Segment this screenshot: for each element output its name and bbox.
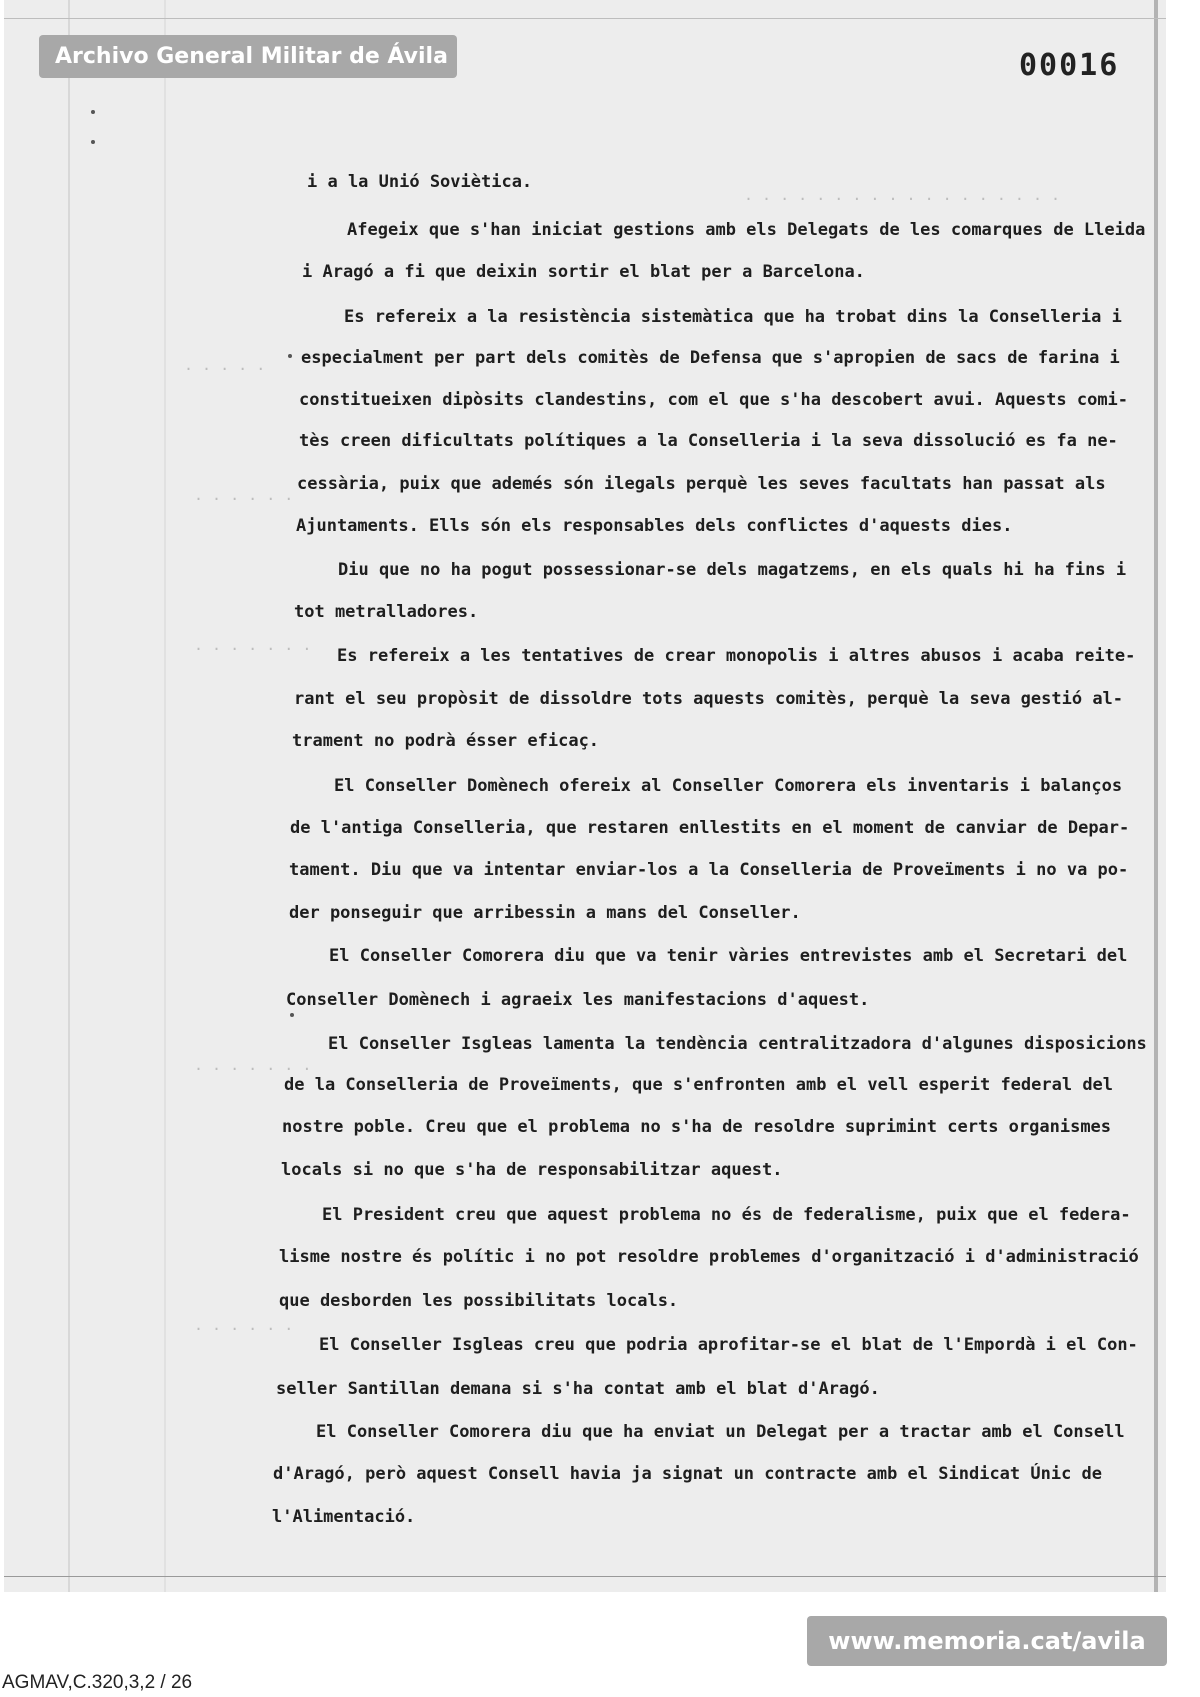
- text-line: trament no podrà ésser eficaç.: [292, 731, 600, 751]
- scanned-page: · · · · · · · · · · · · · · · · · · · · · · · · · · · · · · · · · · · · · · · · · · · · · · · · · i a la Unió Soviètica. Afegeix que s'han iniciat gestions amb els Delegats de les comarques de Lleida i Aragó a fi que deixin sortir el blat per a Barcelona. Es refereix a la resistència sistemàtica que ha trobat dins la Conselleria i especialment per part dels comitès de Defensa que s'apropien de sacs de farina i constitueixen dipòsits clandestins, com el que s'ha descobert avui. Aquests comi- tès creen dificultats polítiques a la Conselleria i la seva dissolució es fa ne- cessària, puix que ademés són ilegals perquè les seves facultats han passat als Ajuntaments. Ells són els responsables dels conflictes d'aquests dies. Diu que no ha pogut possessionar-se dels magatzems, en els quals hi ha fins i tot metralladores. Es refereix a les tentatives de crear monopolis i altres abusos i acaba reite- rant el seu propòsit de dissoldre tots aquests comitès, perquè la seva gestió al- trament no podrà ésser eficaç. El Conseller Domènech ofereix al Conseller Comorera els inventaris i balanços de l'antiga Conselleria, que restaren enllestits en el moment de canviar de Depar- tament. Diu que va intentar enviar-los a la Conselleria de Proveïments i no va po- der ponseguir que arribessin a mans del Conseller. El Conseller Comorera diu que va tenir vàries entrevistes amb el Secretari del Conseller Domènech i agraeix les manifestacions d'aquest. El Conseller Isgleas lamenta la tendència centralitzadora d'algunes disposicions de la Conselleria de Proveïments, que s'enfronten amb el vell esperit federal del nostre poble. Creu que el problema no s'ha de resoldre suprimint certs organismes locals si no que s'ha de responsabilitzar aquest. El President creu que aquest problema no és de federalisme, puix que el federa- lisme nostre és polític i no pot resoldre problemes d'organització i d'administració que desborden les possibilitats locals. El Conseller Isgleas creu que podria aprofitar-se el blat de l'Empordà i el Con- seller Santillan demana si s'ha contat amb el blat d'Aragó. El Conseller Comorera diu que ha enviat un Delegat per a tractar amb el Consell d'Aragó, però aquest Consell havia ja signat un contracte amb el Sindicat Únic de l'Alimentació. Archivo General Militar de Ávila 00016: [4, 0, 1166, 1592]
- text-line: El Conseller Domènech ofereix al Conseller Comorera els inventaris i balanços: [334, 776, 1123, 796]
- text-line: Diu que no ha pogut possessionar-se dels magatzems, en els quals hi ha fins i: [338, 560, 1127, 580]
- text-line: i a la Unió Soviètica.: [307, 172, 533, 192]
- text-line: i Aragó a fi que deixin sortir el blat per a Barcelona.: [302, 262, 865, 282]
- text-line: Es refereix a la resistència sistemàtica que ha trobat dins la Conselleria i: [344, 307, 1122, 327]
- text-line: constitueixen dipòsits clandestins, com el que s'ha descobert avui. Aquests comi-: [299, 390, 1129, 410]
- text-line: d'Aragó, però aquest Consell havia ja signat un contracte amb el Sindicat Únic de: [273, 1464, 1103, 1484]
- text-line: Afegeix que s'han iniciat gestions amb els Delegats de les comarques de Lleida: [347, 220, 1146, 240]
- text-line: El Conseller Isgleas creu que podria aprofitar-se el blat de l'Empordà i el Con-: [319, 1335, 1138, 1355]
- text-line: Es refereix a les tentatives de crear monopolis i altres abusos i acaba reite-: [337, 646, 1136, 666]
- text-line: Ajuntaments. Ells són els responsables dels conflictes d'aquests dies.: [296, 516, 1013, 536]
- text-line: locals si no que s'ha de responsabilitzar aquest.: [281, 1160, 783, 1180]
- text-line: lisme nostre és polític i no pot resoldre problemes d'organització i d'administració: [279, 1247, 1139, 1267]
- text-line: de la Conselleria de Proveïments, que s'enfronten amb el vell esperit federal del: [284, 1075, 1114, 1095]
- text-line: cessària, puix que ademés són ilegals perquè les seves facultats han passat als: [297, 474, 1106, 494]
- text-line: que desborden les possibilitats locals.: [279, 1291, 679, 1311]
- text-line: nostre poble. Creu que el problema no s'ha de resoldre suprimint certs organismes: [282, 1117, 1112, 1137]
- text-line: tament. Diu que va intentar enviar-los a la Conselleria de Proveïments i no va po-: [289, 860, 1129, 880]
- text-line: de l'antiga Conselleria, que restaren enllestits en el moment de canviar de Depar-: [290, 818, 1130, 838]
- text-line: especialment per part dels comitès de Defensa que s'apropien de sacs de farina i: [301, 348, 1120, 368]
- document-reference: AGMAV,C.320,3,2 / 26: [2, 1672, 193, 1693]
- text-line: Conseller Domènech i agraeix les manifestacions d'aquest.: [286, 990, 870, 1010]
- text-line: rant el seu propòsit de dissoldre tots aquests comitès, perquè la seva gestió al-: [294, 689, 1124, 709]
- website-link[interactable]: www.memoria.cat/avila: [807, 1616, 1167, 1666]
- text-line: El President creu que aquest problema no és de federalisme, puix que el federa-: [322, 1205, 1131, 1225]
- archive-label: Archivo General Militar de Ávila: [39, 35, 457, 78]
- text-line: tot metralladores.: [294, 602, 479, 622]
- typed-text: [4, 0, 1166, 1592]
- text-line: l'Alimentació.: [272, 1507, 416, 1527]
- text-line: El Conseller Comorera diu que va tenir vàries entrevistes amb el Secretari del: [329, 946, 1128, 966]
- text-line: seller Santillan demana si s'ha contat amb el blat d'Aragó.: [276, 1379, 880, 1399]
- text-line: der ponseguir que arribessin a mans del Conseller.: [289, 903, 801, 923]
- text-line: El Conseller Comorera diu que ha enviat un Delegat per a tractar amb el Consell: [316, 1422, 1125, 1442]
- text-line: El Conseller Isgleas lamenta la tendència centralitzadora d'algunes disposicions: [328, 1034, 1147, 1054]
- folio-number: 00016: [1019, 48, 1120, 83]
- text-line: tès creen dificultats polítiques a la Conselleria i la seva dissolució es fa ne-: [299, 431, 1118, 451]
